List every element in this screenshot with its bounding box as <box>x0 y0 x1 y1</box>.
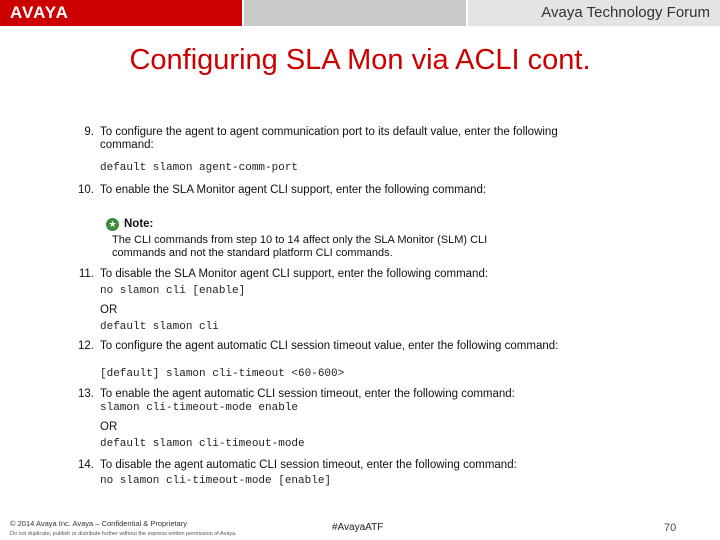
command-text: slamon cli-timeout-mode enable <box>100 402 299 414</box>
step-number: 14. <box>78 459 94 471</box>
command-text: default slamon agent-comm-port <box>100 162 299 174</box>
footer-copyright: © 2014 Avaya Inc. Avaya – Confidential & Proprietary <box>10 519 188 528</box>
header-gray-bar <box>244 0 466 26</box>
command-text: default slamon cli <box>100 321 219 333</box>
step-text: To enable the agent automatic CLI session timeout, enter the following command: <box>100 388 515 400</box>
step-number: 12. <box>78 340 94 352</box>
command-text: default slamon cli-timeout-mode <box>100 438 305 450</box>
or-text: OR <box>100 421 118 433</box>
step-text: To disable the agent automatic CLI session timeout, enter the following command: <box>100 459 517 471</box>
avaya-logo: AVAYA <box>10 3 69 22</box>
page-number: 70 <box>664 522 677 534</box>
command-text: no slamon cli [enable] <box>100 285 246 297</box>
note-star-icon: ★ <box>106 218 119 231</box>
note-text: The CLI commands from step 10 to 14 affect only the SLA Monitor (SLM) CLI commands and not the standard platform CLI commands. <box>112 234 488 259</box>
or-text: OR <box>100 304 118 316</box>
header-red-bar <box>0 0 242 26</box>
slide-title: Configuring SLA Mon via ACLI cont. <box>129 44 591 76</box>
note-label: Note: <box>124 218 154 230</box>
footer-notice: Do not duplicate, publish or distribute further without the express written permission of Avaya. <box>10 531 237 537</box>
step-number: 11. <box>78 268 94 280</box>
step-text: To enable the SLA Monitor agent CLI support, enter the following command: <box>100 184 487 196</box>
command-text: [default] slamon cli-timeout <60-600> <box>100 368 345 380</box>
footer-hashtag: #AvayaATF <box>332 522 384 533</box>
step-text: To configure the agent automatic CLI session timeout value, enter the following command: <box>100 340 559 352</box>
step-number: 13. <box>78 388 94 400</box>
header-right-bar <box>468 0 720 26</box>
step-number: 10. <box>78 184 94 196</box>
command-text: no slamon cli-timeout-mode [enable] <box>100 475 332 487</box>
slide-header <box>0 0 720 26</box>
forum-title: Avaya Technology Forum <box>541 4 710 21</box>
step-text: To disable the SLA Monitor agent CLI support, enter the following command: <box>100 268 489 280</box>
step-text: To configure the agent to agent communication port to its default value, enter the following command: <box>100 126 558 151</box>
step-number: 9. <box>84 126 94 138</box>
